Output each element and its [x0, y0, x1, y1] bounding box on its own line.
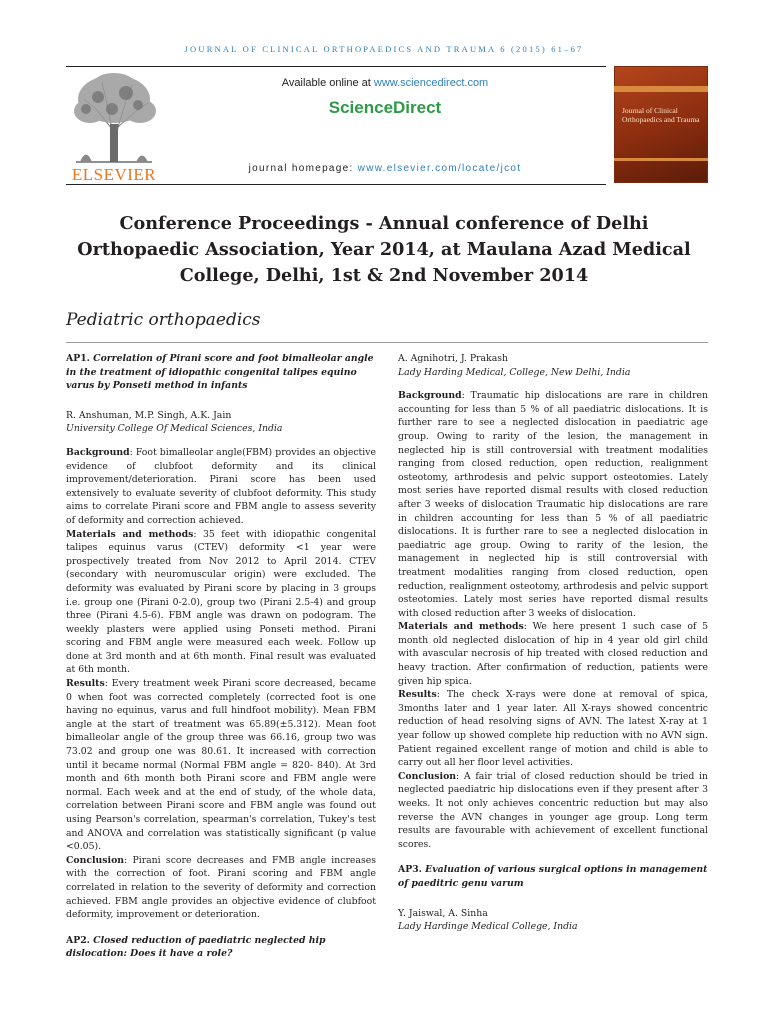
running-head: JOURNAL OF CLINICAL ORTHOPAEDICS AND TRAUMA 6 (2015) 61–67: [184, 44, 584, 54]
ap1-authors: R. Anshuman, M.P. Singh, A.K. Jain: [66, 409, 232, 421]
page-title: Conference Proceedings - Annual conference of Delhi Orthopaedic Association, Year 2014, at Maulana Azad Medical College, Delhi, 1st & 2nd November 2014: [77, 213, 691, 286]
ap1-methods: Materials and methods: 35 feet with idiopathic congenital talipes equinus varus (CTEV) deformity <1 year were prospectively treated from Nov 2012 to April 2014. CTEV (secondary with neuromuscular origin) were excluded. The deformity was evaluated by Pirani score by placing in 3 groups i.e. group one (Pirani 0-2.0), group two (Pirani 2.5-4) and group three (Pirani 4.5-6). FBM angle was drawn on podogram. The weekly plasters were applied using Ponseti method. Pirani scoring and FBM angle were measured each week. Follow up done at 3rd month and at 6th month. Final result was evaluated at 6th month.: [66, 528, 376, 676]
section-title: Pediatric orthopaedics: [66, 310, 261, 330]
ap3-authors: Y. Jaiswal, A. Sinha: [398, 907, 488, 919]
banner-center: [170, 66, 600, 184]
ap2-methods: Materials and methods: We here present 1 such case of 5 month old neglected dislocation of hip in 4 year old girl child with avascular necrosis of hip treated with closed reduction and heavy traction. After confirmation of reduction, patients were given hip spica.: [398, 621, 708, 687]
ap1-results: Results: Every treatment week Pirani score decreased, became 0 when foot was corrected completely (corrected foot is one having no equinus, varus and full hindfoot mobility). Mean FBM angle at the start of treatment was 65.89(±5.312). Mean foot bimalleolar angle of the group three was 66.16, group two was 73.02 and group one was 80.61. It increased with correction until it became normal (Normal FBM angle = 820- 840). At 3rd month and 6th month both Pirani score and FBM angle were normal. Each week and at the end of study, of the whole data, correlation between Pirani score and FBM angle was found out using Pearson's correlation, spearman's correlation, Tukey's test and ANOVA and correlation was statistically significant (p value <0.05).: [66, 678, 376, 853]
ap1-affiliation: University College Of Medical Sciences, India: [66, 423, 283, 435]
section-divider: [66, 342, 708, 343]
sciencedirect-link[interactable]: www.sciencedirect.com: [373, 77, 489, 89]
ap2-results: Results: The check X-rays were done at removal of spica, 3months later and 1 year later. All X-rays showed concentric reduction of head resolving signs of AVN. The latest X-ray at 1 year follow up showed complete hip reduction with no AVN sign. Patient regained excellent range of motion and child is able to carry out all her floor level activities.: [398, 689, 708, 769]
ap1-background: Background: Foot bimalleolar angle(FBM) provides an objective evidence of clubfoot deformity and its clinical improvement/deterioration. Pirani score has been used extensively to evaluate severity of clubfoot deformity. This study aims to correlate Pirani score and FBM angle to assess severity of deformity and correction achieved.: [66, 446, 376, 526]
ap3-title: AP3. Evaluation of various surgical options in management of paeditric genu varum: [398, 864, 708, 889]
ap2-conclusion: Conclusion: A fair trial of closed reduction should be tried in neglected paediatric hip dislocations even if they present after 3 weeks. It not only achieves concentric reduction but may also reverse the AVN changes in younger age group. Long term results are favourable with achievement of excellent functional scores.: [398, 770, 708, 850]
left-column: [66, 352, 376, 977]
available-online-line: Available online at www.sciencedirect.com: [281, 77, 489, 89]
journal-homepage-line: journal homepage: www.elsevier.com/locate/jcot: [248, 163, 522, 174]
cover-title: Journal of Clinical Orthopaedics and Trauma: [622, 106, 700, 124]
ap2-background: Background: Traumatic hip dislocations are rare in children accounting for less than 5 % of all paediatric dislocations. It is further rare to see a neglected dislocation in paediatric age group. Owing to rarity of the lesion, the management in neglected hip is still controversial with treatment modalities ranging from closed reduction, open reduction, realignment osteotomy, arthrodesis and pelvic support osteotomies. Lately most series have reported dismal results with closed reduction after 3 weeks of dislocation Traumatic hip dislocations are rare in children accounting for less than 5 % of all paediatric dislocations. It is further rare to see a neglected dislocation in paediatric age group. Owing to rarity of the lesion, the management in neglected hip is still controversial with treatment modalities ranging from closed reduction, open reduction, realignment osteotomy, arthrodesis and pelvic support osteotomies. Lately most series have reported dismal results with closed reduction after 3 weeks of dislocation.: [398, 390, 708, 619]
sciencedirect-logo: ScienceDirect: [328, 98, 442, 117]
right-column: [398, 352, 708, 944]
ap2-authors: A. Agnihotri, J. Prakash: [398, 353, 508, 364]
ap3-affiliation: Lady Hardinge Medical College, India: [398, 921, 578, 933]
ap1-conclusion: Conclusion: Pirani score decreases and FMB angle increases with the correction of foot. Pirani scoring and FBM angle correlated in relation to the severity of deformity and correction achieved. FBM angle provides an objective evidence of clubfoot deformity, improvement or deterioration.: [66, 854, 376, 921]
journal-cover-image: [614, 66, 708, 183]
elsevier-wordmark: ELSEVIER: [71, 165, 157, 184]
ap2-affiliation: Lady Harding Medical, College, New Delhi, India: [398, 366, 631, 378]
ap2-title: AP2. Closed reduction of paediatric neglected hip dislocation: Does it have a role?: [66, 934, 326, 960]
journal-homepage-link[interactable]: www.elsevier.com/locate/jcot: [357, 163, 522, 174]
ap1-title: AP1. Correlation of Pirani score and foot bimalleolar angle in the treatment of idiopathic congenital talipes equino varus by Ponseti method in infants: [66, 353, 374, 392]
